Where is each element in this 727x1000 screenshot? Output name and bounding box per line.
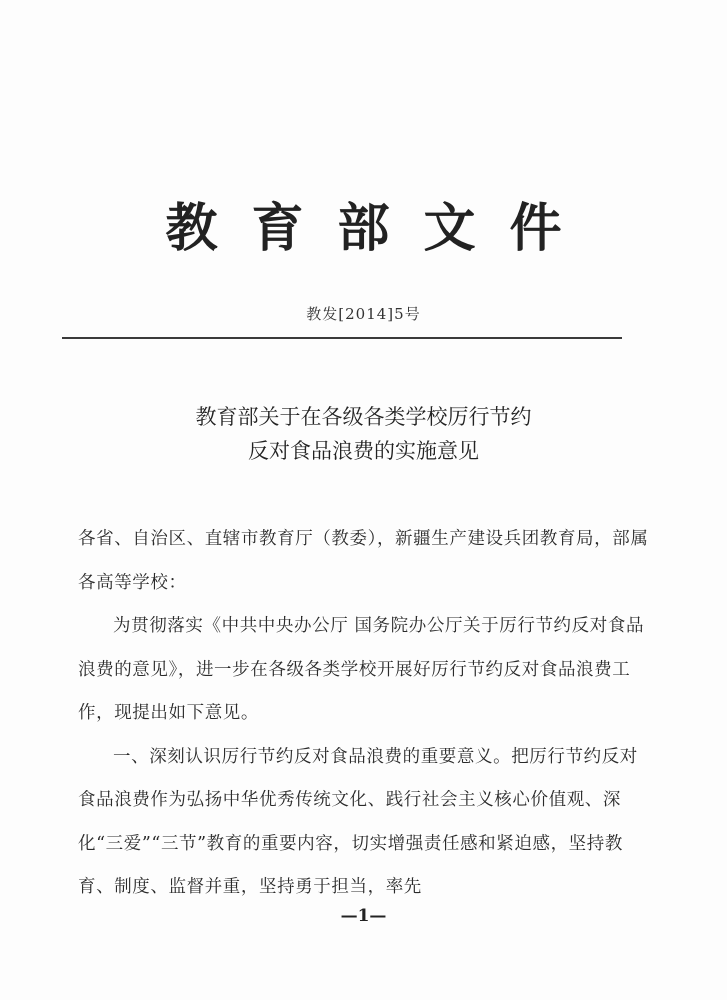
page-number: —1— [340,906,387,926]
paragraph-intro: 为贯彻落实《中共中央办公厅 国务院办公厅关于厉行节约反对食品浪费的意见》，进一步在各级各类学校开展好厉行节约反对食品浪费工作，现提出如下意见。 [78,616,645,723]
header-divider [62,337,622,339]
document-header-title: 教育部文件 [165,198,596,259]
paragraph-section-1: 一、深刻认识厉行节约反对食品浪费的重要意义。把厉行节约反对食品浪费作为弘扬中华优秀传统文化、践行社会主义核心价值观、深化“三爱”“三节”教育的重要内容，切实增强责任感和紧迫感，坚持教育、制度、监督并重，坚持勇于担当，率先 [78,746,638,897]
document-body [78,518,650,910]
salutation: 各省、自治区、直辖市教育厅（教委），新疆生产建设兵团教育局，部属各高等学校： [78,529,649,593]
document-subject [0,400,727,468]
subject-line-2: 反对食品浪费的实施意见 [248,439,479,463]
document-number: 教发[2014]5号 [306,305,421,323]
subject-line-1: 教育部关于在各级各类学校厉行节约 [195,405,532,429]
